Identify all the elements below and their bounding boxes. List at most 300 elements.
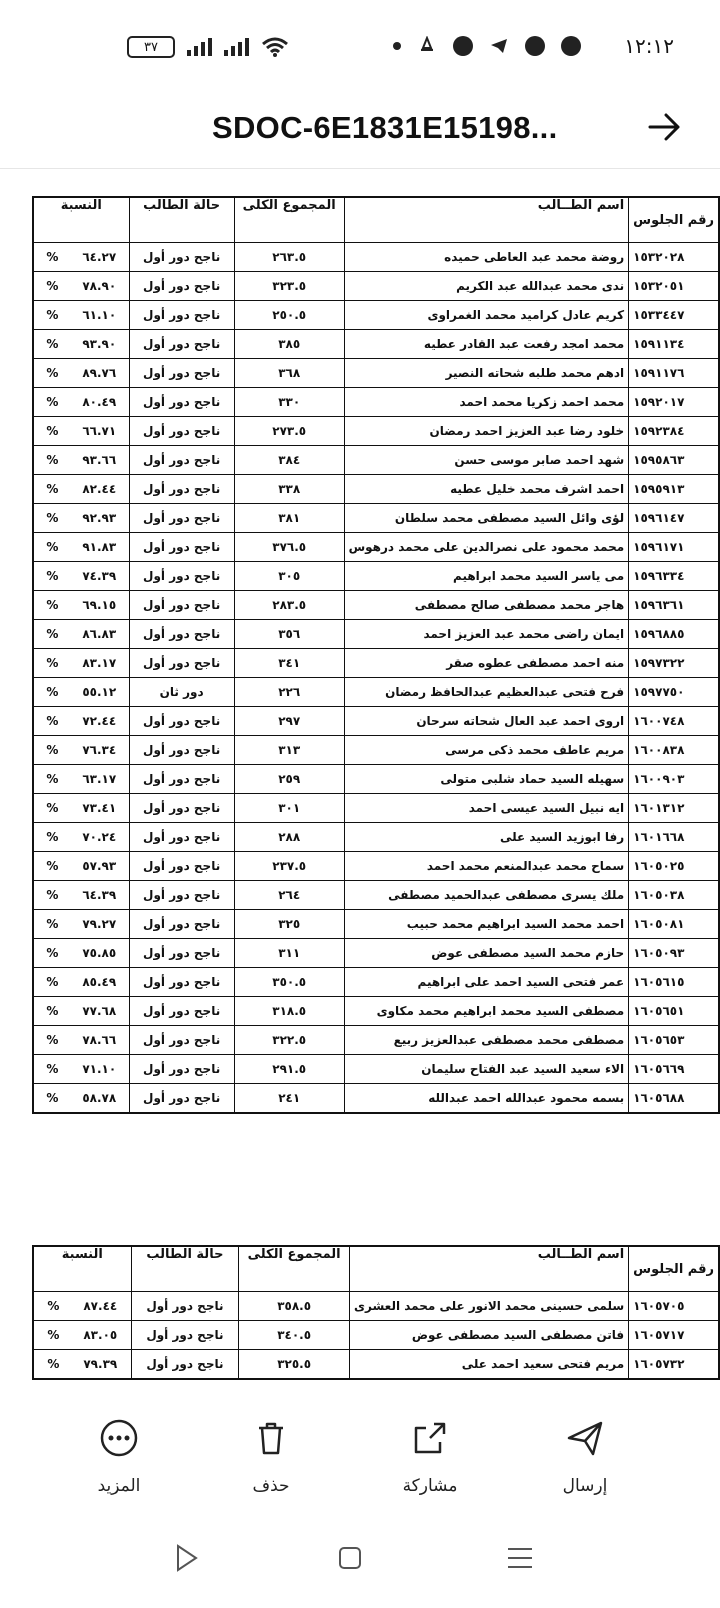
table-row bbox=[33, 852, 719, 881]
header-name: اسم الطــالب bbox=[350, 1246, 629, 1292]
table-row bbox=[33, 765, 719, 794]
percent-cell bbox=[33, 881, 129, 910]
status-cell: ناجح دور أول bbox=[129, 649, 234, 678]
seat-cell: ١٥٩٧٧٥٠ bbox=[629, 678, 719, 707]
table-row bbox=[33, 330, 719, 359]
table-row bbox=[33, 475, 719, 504]
status-cell: ناجح دور أول bbox=[129, 765, 234, 794]
percent-cell bbox=[33, 823, 129, 852]
name-cell: بسمه محمود عبدالله احمد عبدالله bbox=[344, 1084, 629, 1114]
seat-cell: ١٦٠١٦٦٨ bbox=[629, 823, 719, 852]
share-label: مشاركة bbox=[402, 1476, 458, 1496]
seat-cell: ١٦٠٥٦٨٨ bbox=[629, 1084, 719, 1114]
total-cell: ٣٠٥ bbox=[234, 562, 344, 591]
percent-cell bbox=[33, 852, 129, 881]
percent-sign: % bbox=[46, 772, 59, 786]
name-cell: سماح محمد عبدالمنعم محمد احمد bbox=[344, 852, 629, 881]
percent-cell bbox=[33, 504, 129, 533]
seat-cell: ١٦٠٥٠٢٥ bbox=[629, 852, 719, 881]
percent-cell bbox=[33, 359, 129, 388]
header-status: حالة الطالب bbox=[131, 1246, 239, 1292]
table-row bbox=[33, 446, 719, 475]
status-cell: ناجح دور أول bbox=[129, 707, 234, 736]
percent-sign: % bbox=[46, 279, 59, 293]
status-left-icons bbox=[127, 36, 289, 58]
table-row bbox=[33, 997, 719, 1026]
status-cell: ناجح دور أول bbox=[129, 533, 234, 562]
name-cell: محمد احمد زكريا محمد احمد bbox=[344, 388, 629, 417]
percent-cell bbox=[33, 591, 129, 620]
percent-sign: % bbox=[46, 801, 59, 815]
total-cell: ٢٨٨ bbox=[234, 823, 344, 852]
status-cell: ناجح دور أول bbox=[129, 330, 234, 359]
status-cell: ناجح دور أول bbox=[129, 881, 234, 910]
percent-cell bbox=[33, 330, 129, 359]
seat-cell: ١٥٣٢٠٢٨ bbox=[629, 243, 719, 272]
percent-sign: % bbox=[46, 830, 59, 844]
whatsapp-icon bbox=[525, 36, 545, 56]
name-cell: مصطفى السيد محمد ابراهيم محمد مكاوى bbox=[344, 997, 629, 1026]
seat-cell: ١٥٩١١٣٤ bbox=[629, 330, 719, 359]
status-cell: ناجح دور أول bbox=[129, 1055, 234, 1084]
seat-cell: ١٦٠٥٧١٧ bbox=[629, 1321, 719, 1350]
seat-cell: ١٦٠٥٦٥١ bbox=[629, 997, 719, 1026]
seat-cell: ١٥٣٣٤٤٧ bbox=[629, 301, 719, 330]
total-cell: ٢٩٧ bbox=[234, 707, 344, 736]
status-cell: ناجح دور أول bbox=[129, 1084, 234, 1114]
name-cell: سهيله السيد حماد شلبى متولى bbox=[344, 765, 629, 794]
total-cell: ٢٨٣.٥ bbox=[234, 591, 344, 620]
signal-icon bbox=[187, 38, 212, 56]
seat-cell: ١٦٠٥٦٦٩ bbox=[629, 1055, 719, 1084]
table-row bbox=[33, 301, 719, 330]
more-button[interactable] bbox=[64, 1418, 174, 1496]
percent-sign: % bbox=[46, 714, 59, 728]
total-cell: ٣٤١ bbox=[234, 649, 344, 678]
seat-cell: ١٦٠١٣١٢ bbox=[629, 794, 719, 823]
percent-sign: % bbox=[46, 540, 59, 554]
total-cell: ٣٥٨.٥ bbox=[239, 1292, 350, 1321]
header-percent: النسبة bbox=[33, 1246, 131, 1292]
table-row bbox=[33, 736, 719, 765]
percent-value: ٧٤.٣٩ bbox=[82, 569, 117, 583]
action-bar bbox=[0, 1418, 720, 1518]
table-row bbox=[33, 794, 719, 823]
seat-cell: ١٦٠٥٦٥٣ bbox=[629, 1026, 719, 1055]
table-row bbox=[33, 707, 719, 736]
percent-cell bbox=[33, 707, 129, 736]
percent-cell bbox=[33, 939, 129, 968]
status-cell: ناجح دور أول bbox=[129, 591, 234, 620]
trash-icon bbox=[251, 1418, 291, 1458]
status-cell: ناجح دور أول bbox=[129, 243, 234, 272]
name-cell: احمد محمد السيد ابراهيم محمد حبيب bbox=[344, 910, 629, 939]
total-cell: ٣٠١ bbox=[234, 794, 344, 823]
percent-sign: % bbox=[46, 888, 59, 902]
status-cell: ناجح دور أول bbox=[131, 1350, 239, 1380]
total-cell: ٣١٣ bbox=[234, 736, 344, 765]
total-cell: ٣٢٣.٥ bbox=[234, 272, 344, 301]
telegram-icon bbox=[489, 36, 509, 56]
header-total: المجموع الكلى bbox=[234, 197, 344, 243]
document-title: SDOC-6E1831E15198... bbox=[212, 110, 558, 145]
percent-sign: % bbox=[46, 1062, 59, 1076]
total-cell: ٣٧٦.٥ bbox=[234, 533, 344, 562]
percent-value: ٥٧.٩٣ bbox=[82, 859, 117, 873]
send-label: إرسال bbox=[562, 1476, 608, 1496]
percent-cell bbox=[33, 1350, 131, 1380]
seat-cell: ١٥٩٢٣٨٤ bbox=[629, 417, 719, 446]
name-cell: ندى محمد عبدالله عبد الكريم bbox=[344, 272, 629, 301]
more-label: المزيد bbox=[97, 1476, 141, 1496]
percent-sign: % bbox=[46, 946, 59, 960]
percent-value: ٨٠.٤٩ bbox=[82, 395, 117, 409]
notification-icons bbox=[393, 34, 581, 58]
seat-cell: ١٥٩٥٨٦٣ bbox=[629, 446, 719, 475]
percent-cell bbox=[33, 1026, 129, 1055]
name-cell: روضة محمد عبد العاطى حميده bbox=[344, 243, 629, 272]
send-icon bbox=[565, 1418, 605, 1458]
name-cell: فرح فتحى عبدالعظيم عبدالحافظ رمضان bbox=[344, 678, 629, 707]
seat-cell: ١٦٠٥٧٣٢ bbox=[629, 1350, 719, 1380]
table-row bbox=[33, 620, 719, 649]
total-cell: ٣٥٠.٥ bbox=[234, 968, 344, 997]
status-bar bbox=[0, 0, 720, 96]
header-total: المجموع الكلى bbox=[239, 1246, 350, 1292]
percent-value: ٧٦.٣٤ bbox=[82, 743, 117, 757]
percent-sign: % bbox=[46, 511, 59, 525]
header-name: اسم الطــالب bbox=[344, 197, 629, 243]
chat-icon bbox=[561, 36, 581, 56]
seat-cell: ١٦٠٥٦١٥ bbox=[629, 968, 719, 997]
percent-sign: % bbox=[46, 743, 59, 757]
percent-sign: % bbox=[46, 1091, 59, 1105]
percent-sign: % bbox=[46, 859, 59, 873]
table-row bbox=[33, 678, 719, 707]
bell-icon bbox=[417, 36, 437, 56]
seat-cell: ١٥٣٢٠٥١ bbox=[629, 272, 719, 301]
status-cell: ناجح دور أول bbox=[129, 475, 234, 504]
signal-icon-2 bbox=[224, 38, 249, 56]
percent-cell bbox=[33, 388, 129, 417]
percent-value: ٦٤.٣٩ bbox=[82, 888, 117, 902]
app-bar bbox=[0, 96, 720, 169]
name-cell: منه احمد مصطفى عطوه صقر bbox=[344, 649, 629, 678]
table-row bbox=[33, 359, 719, 388]
total-cell: ٣٨١ bbox=[234, 504, 344, 533]
percent-cell bbox=[33, 417, 129, 446]
percent-value: ٨٦.٨٣ bbox=[82, 627, 117, 641]
status-cell: ناجح دور أول bbox=[129, 794, 234, 823]
percent-value: ٧٢.٤٤ bbox=[82, 714, 117, 728]
percent-sign: % bbox=[46, 685, 59, 699]
wifi-icon bbox=[261, 36, 289, 58]
percent-cell bbox=[33, 794, 129, 823]
total-cell: ٢٦٤ bbox=[234, 881, 344, 910]
system-nav-bar bbox=[0, 1518, 720, 1608]
total-cell: ٣٢٥ bbox=[234, 910, 344, 939]
status-cell: ناجح دور أول bbox=[129, 359, 234, 388]
percent-value: ٦١.١٠ bbox=[82, 308, 117, 322]
percent-cell bbox=[33, 243, 129, 272]
battery-level: ٣٧ bbox=[144, 39, 158, 55]
total-cell: ٣٢٢.٥ bbox=[234, 1026, 344, 1055]
status-cell: ناجح دور أول bbox=[129, 910, 234, 939]
percent-value: ٧٨.٦٦ bbox=[82, 1033, 117, 1047]
total-cell: ٣٣٠ bbox=[234, 388, 344, 417]
percent-value: ٩١.٨٣ bbox=[82, 540, 117, 554]
arrow-right-icon[interactable] bbox=[646, 108, 684, 146]
status-cell: ناجح دور أول bbox=[129, 272, 234, 301]
percent-value: ٨٣.٠٥ bbox=[83, 1328, 118, 1342]
percent-cell bbox=[33, 997, 129, 1026]
status-cell: ناجح دور أول bbox=[129, 736, 234, 765]
status-cell: ناجح دور أول bbox=[129, 446, 234, 475]
total-cell: ٣٥٦ bbox=[234, 620, 344, 649]
percent-value: ٧٩.٢٧ bbox=[82, 917, 117, 931]
table-row bbox=[33, 591, 719, 620]
status-cell: ناجح دور أول bbox=[131, 1292, 239, 1321]
seat-cell: ١٦٠٥٠٣٨ bbox=[629, 881, 719, 910]
status-cell: ناجح دور أول bbox=[129, 823, 234, 852]
table-row bbox=[33, 417, 719, 446]
table-row bbox=[33, 1292, 719, 1321]
total-cell: ٢٣٧.٥ bbox=[234, 852, 344, 881]
percent-value: ٩٣.٩٠ bbox=[82, 337, 117, 351]
name-cell: شهد احمد صابر موسى حسن bbox=[344, 446, 629, 475]
seat-cell: ١٦٠٥٧٠٥ bbox=[629, 1292, 719, 1321]
back-triangle-icon[interactable] bbox=[166, 1538, 206, 1578]
seat-cell: ١٦٠٥٠٨١ bbox=[629, 910, 719, 939]
table-row bbox=[33, 562, 719, 591]
total-cell: ٣٢٥.٥ bbox=[239, 1350, 350, 1380]
send-button[interactable] bbox=[530, 1418, 640, 1496]
messenger-icon bbox=[453, 36, 473, 56]
percent-cell bbox=[33, 649, 129, 678]
percent-value: ٩٣.٦٦ bbox=[82, 453, 117, 467]
percent-sign: % bbox=[46, 453, 59, 467]
share-icon bbox=[410, 1418, 450, 1458]
table-row bbox=[33, 243, 719, 272]
seat-cell: ١٦٠٠٩٠٣ bbox=[629, 765, 719, 794]
status-cell: ناجح دور أول bbox=[129, 417, 234, 446]
name-cell: رفا ابوزيد السيد على bbox=[344, 823, 629, 852]
total-cell: ٣٤٠.٥ bbox=[239, 1321, 350, 1350]
table-header-row bbox=[33, 1246, 719, 1292]
percent-cell bbox=[33, 678, 129, 707]
percent-value: ٦٦.٧١ bbox=[82, 424, 117, 438]
table-row bbox=[33, 968, 719, 997]
percent-value: ٦٤.٢٧ bbox=[82, 250, 117, 264]
seat-cell: ١٦٠٠٧٤٨ bbox=[629, 707, 719, 736]
recents-lines-icon[interactable] bbox=[500, 1538, 540, 1578]
percent-cell bbox=[33, 736, 129, 765]
name-cell: اروى احمد عبد العال شحاته سرحان bbox=[344, 707, 629, 736]
status-cell: دور ثان bbox=[129, 678, 234, 707]
name-cell: احمد اشرف محمد خليل عطيه bbox=[344, 475, 629, 504]
name-cell: سلمى حسينى محمد الانور على محمد العشرى bbox=[350, 1292, 629, 1321]
name-cell: محمد امجد رفعت عبد القادر عطيه bbox=[344, 330, 629, 359]
percent-sign: % bbox=[46, 395, 59, 409]
name-cell: لؤى وائل السيد مصطفى محمد سلطان bbox=[344, 504, 629, 533]
percent-cell bbox=[33, 910, 129, 939]
percent-cell bbox=[33, 1084, 129, 1114]
document-viewer[interactable] bbox=[0, 170, 720, 1418]
table-row bbox=[33, 1055, 719, 1084]
name-cell: خلود رضا عبد العزيز احمد رمضان bbox=[344, 417, 629, 446]
total-cell: ٣١٨.٥ bbox=[234, 997, 344, 1026]
header-seat: رقم الجلوس bbox=[629, 197, 719, 243]
percent-sign: % bbox=[46, 917, 59, 931]
total-cell: ٢٧٣.٥ bbox=[234, 417, 344, 446]
percent-sign: % bbox=[46, 598, 59, 612]
percent-sign: % bbox=[46, 569, 59, 583]
percent-sign: % bbox=[46, 975, 59, 989]
seat-cell: ١٦٠٠٨٣٨ bbox=[629, 736, 719, 765]
percent-cell bbox=[33, 533, 129, 562]
home-square-icon[interactable] bbox=[330, 1538, 370, 1578]
battery-icon bbox=[127, 36, 175, 58]
percent-cell bbox=[33, 1321, 131, 1350]
status-cell: ناجح دور أول bbox=[129, 562, 234, 591]
seat-cell: ١٥٩١١٧٦ bbox=[629, 359, 719, 388]
name-cell: كريم عادل كراميد محمد الغمراوى bbox=[344, 301, 629, 330]
total-cell: ٢٤١ bbox=[234, 1084, 344, 1114]
percent-sign: % bbox=[46, 250, 59, 264]
percent-cell bbox=[33, 272, 129, 301]
percent-cell bbox=[33, 968, 129, 997]
total-cell: ٣٦٨ bbox=[234, 359, 344, 388]
percent-value: ٧١.١٠ bbox=[82, 1062, 117, 1076]
status-cell: ناجح دور أول bbox=[129, 504, 234, 533]
name-cell: هاجر محمد مصطفى صالح مصطفى bbox=[344, 591, 629, 620]
notification-dot-icon bbox=[393, 42, 401, 50]
header-percent: النسبة bbox=[33, 197, 129, 243]
table-row bbox=[33, 649, 719, 678]
table-row bbox=[33, 272, 719, 301]
status-cell: ناجح دور أول bbox=[129, 968, 234, 997]
total-cell: ٢٥٠.٥ bbox=[234, 301, 344, 330]
percent-value: ٨٩.٧٦ bbox=[82, 366, 117, 380]
table-row bbox=[33, 388, 719, 417]
name-cell: فاتن مصطفى السيد مصطفى عوض bbox=[350, 1321, 629, 1350]
percent-value: ٥٥.١٢ bbox=[82, 685, 117, 699]
status-cell: ناجح دور أول bbox=[129, 620, 234, 649]
percent-value: ٧٣.٤١ bbox=[82, 801, 117, 815]
percent-sign: % bbox=[46, 1033, 59, 1047]
seat-cell: ١٥٩٦٨٨٥ bbox=[629, 620, 719, 649]
table-row bbox=[33, 504, 719, 533]
share-button[interactable] bbox=[375, 1418, 485, 1496]
results-table bbox=[32, 196, 720, 1114]
percent-value: ٧٥.٨٥ bbox=[82, 946, 117, 960]
table-row bbox=[33, 1350, 719, 1380]
status-cell: ناجح دور أول bbox=[129, 852, 234, 881]
name-cell: حازم محمد السيد مصطفى عوض bbox=[344, 939, 629, 968]
total-cell: ٣٨٥ bbox=[234, 330, 344, 359]
table-row bbox=[33, 823, 719, 852]
clock: ١٢:١٢ bbox=[624, 34, 674, 58]
status-cell: ناجح دور أول bbox=[129, 939, 234, 968]
results-table-page-2 bbox=[32, 1245, 720, 1380]
table-row bbox=[33, 910, 719, 939]
percent-value: ٨٢.٤٤ bbox=[82, 482, 117, 496]
seat-cell: ١٥٩٦١٤٧ bbox=[629, 504, 719, 533]
percent-cell bbox=[33, 475, 129, 504]
percent-value: ٧٨.٩٠ bbox=[82, 279, 117, 293]
seat-cell: ١٥٩٥٩١٣ bbox=[629, 475, 719, 504]
percent-value: ٨٧.٤٤ bbox=[83, 1299, 118, 1313]
percent-sign: % bbox=[46, 482, 59, 496]
percent-value: ٧٠.٢٤ bbox=[82, 830, 117, 844]
percent-value: ٦٣.١٧ bbox=[82, 772, 117, 786]
name-cell: ايه نبيل السيد عيسى احمد bbox=[344, 794, 629, 823]
status-cell: ناجح دور أول bbox=[129, 997, 234, 1026]
name-cell: محمد محمود على نصرالدين على محمد درهوس bbox=[344, 533, 629, 562]
name-cell: ملك يسرى مصطفى عبدالحميد مصطفى bbox=[344, 881, 629, 910]
percent-value: ٧٩.٣٩ bbox=[83, 1357, 118, 1371]
table-header-row bbox=[33, 197, 719, 243]
name-cell: ادهم محمد طلبه شحاته النصير bbox=[344, 359, 629, 388]
seat-cell: ١٥٩٦١٧١ bbox=[629, 533, 719, 562]
table-row bbox=[33, 1321, 719, 1350]
status-cell: ناجح دور أول bbox=[131, 1321, 239, 1350]
name-cell: مريم فتحى سعيد احمد على bbox=[350, 1350, 629, 1380]
name-cell: عمر فتحى السيد احمد على ابراهيم bbox=[344, 968, 629, 997]
seat-cell: ١٥٩٧٣٢٢ bbox=[629, 649, 719, 678]
status-cell: ناجح دور أول bbox=[129, 388, 234, 417]
table-row bbox=[33, 939, 719, 968]
percent-cell bbox=[33, 1055, 129, 1084]
percent-value: ٨٥.٤٩ bbox=[82, 975, 117, 989]
status-cell: ناجح دور أول bbox=[129, 1026, 234, 1055]
percent-cell bbox=[33, 446, 129, 475]
more-icon bbox=[99, 1418, 139, 1458]
percent-sign: % bbox=[46, 308, 59, 322]
table-row bbox=[33, 533, 719, 562]
total-cell: ٢٥٩ bbox=[234, 765, 344, 794]
header-seat: رقم الجلوس bbox=[629, 1246, 719, 1292]
total-cell: ٣١١ bbox=[234, 939, 344, 968]
name-cell: مصطفى محمد مصطفى عبدالعزيز ربيع bbox=[344, 1026, 629, 1055]
total-cell: ٢٩١.٥ bbox=[234, 1055, 344, 1084]
percent-sign: % bbox=[46, 424, 59, 438]
seat-cell: ١٥٩٦٣٣٤ bbox=[629, 562, 719, 591]
percent-sign: % bbox=[46, 366, 59, 380]
percent-cell bbox=[33, 1292, 131, 1321]
percent-sign: % bbox=[46, 656, 59, 670]
percent-sign: % bbox=[46, 337, 59, 351]
table-row bbox=[33, 1026, 719, 1055]
percent-sign: % bbox=[47, 1299, 60, 1313]
percent-cell bbox=[33, 562, 129, 591]
total-cell: ٢٦٣.٥ bbox=[234, 243, 344, 272]
status-cell: ناجح دور أول bbox=[129, 301, 234, 330]
header-status: حالة الطالب bbox=[129, 197, 234, 243]
delete-button[interactable] bbox=[216, 1418, 326, 1496]
name-cell: مى ياسر السيد محمد ابراهيم bbox=[344, 562, 629, 591]
percent-sign: % bbox=[47, 1328, 60, 1342]
name-cell: ايمان راضى محمد عبد العزيز احمد bbox=[344, 620, 629, 649]
percent-cell bbox=[33, 301, 129, 330]
seat-cell: ١٦٠٥٠٩٣ bbox=[629, 939, 719, 968]
percent-cell bbox=[33, 765, 129, 794]
percent-value: ٧٧.٦٨ bbox=[82, 1004, 117, 1018]
total-cell: ٢٢٦ bbox=[234, 678, 344, 707]
percent-sign: % bbox=[47, 1357, 60, 1371]
seat-cell: ١٥٩٢٠١٧ bbox=[629, 388, 719, 417]
name-cell: مريم عاطف محمد ذكى مرسى bbox=[344, 736, 629, 765]
